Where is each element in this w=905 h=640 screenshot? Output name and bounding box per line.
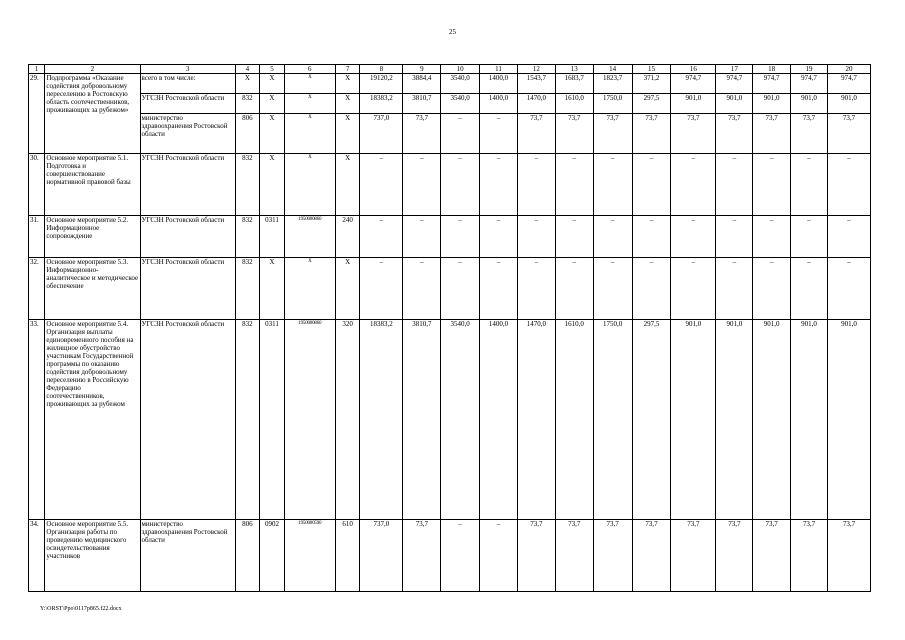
grbs-code-cell: 806: [235, 114, 260, 154]
amount-cell: 73,7: [791, 520, 828, 592]
amount-cell: –: [791, 154, 828, 216]
column-header: 10: [441, 65, 480, 74]
amount-cell: –: [671, 258, 716, 320]
amount-cell: 73,7: [403, 520, 441, 592]
row-number-cell: 33.: [29, 320, 45, 520]
amount-cell: –: [593, 258, 632, 320]
amount-cell: 3810,7: [403, 320, 441, 520]
table-row: [29, 74, 871, 94]
vr-code-cell: 320: [335, 320, 360, 520]
column-header: 15: [632, 65, 671, 74]
row-number-cell: 34.: [29, 520, 45, 592]
amount-cell: –: [480, 154, 518, 216]
amount-cell: 73,7: [827, 520, 870, 592]
amount-cell: 73,7: [671, 114, 716, 154]
amount-cell: –: [441, 114, 480, 154]
table-row: [29, 94, 871, 114]
amount-cell: 297,5: [632, 320, 671, 520]
amount-cell: 1400,0: [480, 74, 518, 94]
amount-cell: 3540,0: [441, 74, 480, 94]
amount-cell: 371,2: [632, 74, 671, 94]
column-header: 1: [29, 65, 45, 74]
amount-cell: 737,0: [360, 520, 403, 592]
amount-cell: 737,0: [360, 114, 403, 154]
rzpr-code-cell: Х: [260, 154, 285, 216]
vr-code-cell: Х: [335, 74, 360, 94]
amount-cell: –: [593, 154, 632, 216]
amount-cell: 974,7: [753, 74, 791, 94]
program-name-cell: Основное мероприятие 5.4. Организация выплаты единовременного пособия на жилищное обустройство участникам Государственной программы по оказанию содействия добровольному переселению в Российскую Федерацию соотечественников, проживающих за рубежом: [45, 320, 140, 520]
executor-cell: министерство здравоохранения Ростовской области: [140, 114, 235, 154]
amount-cell: –: [360, 154, 403, 216]
grbs-code-cell: 832: [235, 216, 260, 258]
amount-cell: 73,7: [671, 520, 716, 592]
table-row: [29, 216, 871, 258]
amount-cell: 73,7: [555, 520, 593, 592]
amount-cell: 73,7: [593, 520, 632, 592]
column-header: 3: [140, 65, 235, 74]
amount-cell: –: [360, 258, 403, 320]
executor-cell: всего в том числе:: [140, 74, 235, 94]
amount-cell: –: [671, 154, 716, 216]
amount-cell: 901,0: [791, 320, 828, 520]
amount-cell: –: [671, 216, 716, 258]
program-name-cell: Подпрограмма «Оказание содействия добровольному переселению в Ростовскую область соотечественников, проживающих за рубежом»: [45, 74, 140, 154]
amount-cell: –: [791, 258, 828, 320]
amount-cell: 901,0: [753, 94, 791, 114]
rzpr-code-cell: 0311: [260, 216, 285, 258]
amount-cell: –: [632, 154, 671, 216]
amount-cell: 1750,0: [593, 320, 632, 520]
amount-cell: –: [593, 216, 632, 258]
table-row: [29, 154, 871, 216]
column-header: 7: [335, 65, 360, 74]
vr-code-cell: Х: [335, 154, 360, 216]
amount-cell: 73,7: [827, 114, 870, 154]
column-header: 20: [827, 65, 870, 74]
grbs-code-cell: 832: [235, 94, 260, 114]
amount-cell: 73,7: [517, 520, 555, 592]
amount-cell: –: [555, 216, 593, 258]
amount-cell: –: [480, 114, 518, 154]
column-header: 2: [45, 65, 140, 74]
amount-cell: –: [517, 258, 555, 320]
csr-code-cell: Х: [284, 74, 335, 94]
table-body: [29, 74, 871, 592]
amount-cell: –: [716, 216, 753, 258]
amount-cell: 901,0: [671, 94, 716, 114]
row-number-cell: 32.: [29, 258, 45, 320]
amount-cell: –: [555, 258, 593, 320]
program-name-cell: Основное мероприятие 5.2. Информационное сопровождение: [45, 216, 140, 258]
executor-cell: УГСЗН Ростовской области: [140, 320, 235, 520]
page-number: 25: [449, 28, 456, 36]
amount-cell: –: [480, 520, 518, 592]
grbs-code-cell: 832: [235, 320, 260, 520]
amount-cell: 73,7: [791, 114, 828, 154]
amount-cell: 73,7: [517, 114, 555, 154]
amount-cell: 19120,2: [360, 74, 403, 94]
amount-cell: 3884,4: [403, 74, 441, 94]
amount-cell: –: [441, 216, 480, 258]
amount-cell: 73,7: [593, 114, 632, 154]
amount-cell: 73,7: [716, 114, 753, 154]
grbs-code-cell: Х: [235, 74, 260, 94]
column-header: 17: [716, 65, 753, 74]
vr-code-cell: 240: [335, 216, 360, 258]
amount-cell: 1470,0: [517, 94, 555, 114]
column-header: 14: [593, 65, 632, 74]
amount-cell: –: [480, 258, 518, 320]
amount-cell: 73,7: [716, 520, 753, 592]
table-row: [29, 320, 871, 520]
vr-code-cell: Х: [335, 94, 360, 114]
table-row: [29, 258, 871, 320]
amount-cell: 1610,0: [555, 320, 593, 520]
amount-cell: –: [827, 216, 870, 258]
grbs-code-cell: 832: [235, 258, 260, 320]
column-header: 16: [671, 65, 716, 74]
column-header: 13: [555, 65, 593, 74]
rzpr-code-cell: 0311: [260, 320, 285, 520]
amount-cell: –: [441, 520, 480, 592]
program-name-cell: Основное мероприятие 5.5. Организация работы по проведению медицинского освидетельствования участников: [45, 520, 140, 592]
amount-cell: 974,7: [827, 74, 870, 94]
vr-code-cell: 610: [335, 520, 360, 592]
amount-cell: –: [403, 258, 441, 320]
amount-cell: –: [517, 154, 555, 216]
amount-cell: 1823,7: [593, 74, 632, 94]
amount-cell: 3540,0: [441, 94, 480, 114]
amount-cell: –: [441, 258, 480, 320]
table-row: [29, 520, 871, 592]
executor-cell: УГСЗН Ростовской области: [140, 94, 235, 114]
amount-cell: 1543,7: [517, 74, 555, 94]
amount-cell: 1470,0: [517, 320, 555, 520]
amount-cell: 3540,0: [441, 320, 480, 520]
csr-code-cell: Х: [284, 154, 335, 216]
amount-cell: –: [827, 258, 870, 320]
amount-cell: 901,0: [716, 94, 753, 114]
amount-cell: –: [555, 154, 593, 216]
amount-cell: 901,0: [753, 320, 791, 520]
amount-cell: 297,5: [632, 94, 671, 114]
csr-code-cell: Х: [284, 258, 335, 320]
amount-cell: 73,7: [632, 114, 671, 154]
amount-cell: 1750,0: [593, 94, 632, 114]
amount-cell: 901,0: [827, 320, 870, 520]
amount-cell: –: [632, 216, 671, 258]
amount-cell: –: [403, 154, 441, 216]
table-row: [29, 114, 871, 154]
amount-cell: 18383,2: [360, 320, 403, 520]
executor-cell: УГСЗН Ростовской области: [140, 216, 235, 258]
amount-cell: –: [753, 216, 791, 258]
amount-cell: 73,7: [403, 114, 441, 154]
amount-cell: –: [360, 216, 403, 258]
column-header: 6: [284, 65, 335, 74]
amount-cell: –: [632, 258, 671, 320]
csr-code-cell: 1950000590: [284, 520, 335, 592]
row-number-cell: 29.: [29, 74, 45, 154]
amount-cell: 901,0: [716, 320, 753, 520]
amount-cell: 974,7: [716, 74, 753, 94]
column-header: 5: [260, 65, 285, 74]
amount-cell: 73,7: [632, 520, 671, 592]
amount-cell: 1683,7: [555, 74, 593, 94]
column-header: 19: [791, 65, 828, 74]
amount-cell: 73,7: [753, 520, 791, 592]
rzpr-code-cell: 0902: [260, 520, 285, 592]
file-path-footer: Y:\ORST\Ppo\0117p865.f22.docx: [40, 606, 122, 612]
amount-cell: –: [716, 258, 753, 320]
column-header: 18: [753, 65, 791, 74]
amount-cell: –: [716, 154, 753, 216]
row-number-cell: 30.: [29, 154, 45, 216]
amount-cell: –: [753, 258, 791, 320]
csr-code-cell: Х: [284, 114, 335, 154]
column-header: 8: [360, 65, 403, 74]
column-header: 11: [480, 65, 518, 74]
amount-cell: –: [403, 216, 441, 258]
amount-cell: 1610,0: [555, 94, 593, 114]
csr-code-cell: Х: [284, 94, 335, 114]
csr-code-cell: 1950000860: [284, 216, 335, 258]
amount-cell: 1400,0: [480, 320, 518, 520]
amount-cell: 73,7: [555, 114, 593, 154]
amount-cell: –: [517, 216, 555, 258]
amount-cell: 18383,2: [360, 94, 403, 114]
column-header: 4: [235, 65, 260, 74]
amount-cell: 901,0: [671, 320, 716, 520]
amount-cell: –: [791, 216, 828, 258]
rzpr-code-cell: Х: [260, 94, 285, 114]
amount-cell: –: [827, 154, 870, 216]
column-header: 9: [403, 65, 441, 74]
amount-cell: 974,7: [671, 74, 716, 94]
grbs-code-cell: 832: [235, 154, 260, 216]
amount-cell: 3810,7: [403, 94, 441, 114]
column-header: 12: [517, 65, 555, 74]
rzpr-code-cell: Х: [260, 258, 285, 320]
amount-cell: –: [480, 216, 518, 258]
executor-cell: УГСЗН Ростовской области: [140, 258, 235, 320]
amount-cell: 901,0: [827, 94, 870, 114]
csr-code-cell: 1950000860: [284, 320, 335, 520]
amount-cell: –: [753, 154, 791, 216]
vr-code-cell: Х: [335, 258, 360, 320]
grbs-code-cell: 806: [235, 520, 260, 592]
program-name-cell: Основное мероприятие 5.3. Информационно-аналитическое и методическое обеспечение: [45, 258, 140, 320]
executor-cell: министерство здравоохранения Ростовской области: [140, 520, 235, 592]
row-number-cell: 31.: [29, 216, 45, 258]
amount-cell: 901,0: [791, 94, 828, 114]
rzpr-code-cell: Х: [260, 114, 285, 154]
vr-code-cell: Х: [335, 114, 360, 154]
budget-table: [28, 64, 871, 592]
amount-cell: –: [441, 154, 480, 216]
rzpr-code-cell: Х: [260, 74, 285, 94]
program-name-cell: Основное мероприятие 5.1. Подготовка и совершенствование нормативной правовой базы: [45, 154, 140, 216]
executor-cell: УГСЗН Ростовской области: [140, 154, 235, 216]
header-row: [29, 65, 871, 74]
amount-cell: 1400,0: [480, 94, 518, 114]
amount-cell: 73,7: [753, 114, 791, 154]
amount-cell: 974,7: [791, 74, 828, 94]
